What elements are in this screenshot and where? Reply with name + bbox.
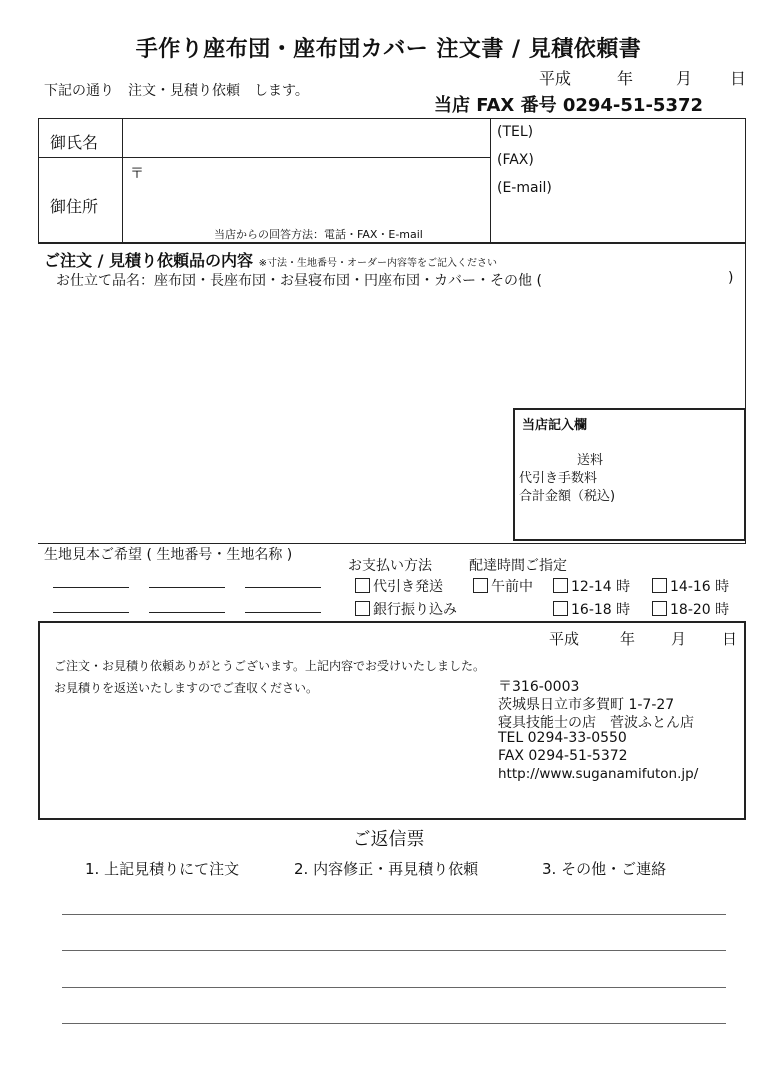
reply-option-order[interactable]: 1. 上記見積りにて注文 xyxy=(85,860,240,878)
date-year: 年 xyxy=(617,69,634,88)
email-field[interactable]: (E-mail) xyxy=(497,180,552,196)
shipping-label: 送料 xyxy=(577,453,604,468)
reply-slip-title: ご返信票 xyxy=(352,829,425,850)
payment-bank-option[interactable]: 銀行振り込み xyxy=(355,599,457,619)
divider xyxy=(38,243,746,244)
shop-url[interactable]: http://www.suganamifuton.jp/ xyxy=(498,766,699,782)
cod-fee-label: 代引き手数料 xyxy=(519,471,598,486)
checkbox-icon[interactable] xyxy=(355,578,370,593)
delivery-14-16-option[interactable]: 14-16 時 xyxy=(652,576,729,596)
customer-info-box xyxy=(38,118,746,243)
date-day: 日 xyxy=(730,69,747,88)
fabric-blank[interactable] xyxy=(53,587,129,588)
payment-cod-option[interactable]: 代引き発送 xyxy=(355,576,443,596)
page-title: 手作り座布団・座布団カバー 注文書 / 見積依頼書 xyxy=(135,37,642,62)
shop-postal: 〒316-0003 xyxy=(498,679,580,695)
reply-message-2: お見積りを返送いたしますのでご査収ください。 xyxy=(54,681,319,695)
shop-tel: TEL 0294-33-0550 xyxy=(498,730,627,746)
fabric-blank[interactable] xyxy=(149,587,225,588)
reply-write-line[interactable] xyxy=(62,1023,726,1024)
total-label: 合計金額（税込) xyxy=(519,489,616,504)
name-label: 御氏名 xyxy=(50,133,99,152)
reply-date-era: 平成 xyxy=(549,630,580,648)
items-close: ) xyxy=(728,270,734,286)
order-title-text: ご注文 / 見積り依頼品の内容 xyxy=(44,251,253,270)
checkbox-icon[interactable] xyxy=(652,578,667,593)
date-month: 月 xyxy=(676,69,693,88)
intro-text: 下記の通り 注文・見積り依頼 します。 xyxy=(44,83,309,99)
fax-number: 当店 FAX 番号 0294-51-5372 xyxy=(434,95,704,116)
shop-name: 寝具技能士の店 菅波ふとん店 xyxy=(498,715,694,731)
reply-date-day: 日 xyxy=(722,630,738,648)
reply-message-1: ご注文・お見積り依頼ありがとうございます。上記内容でお受けいたしました。 xyxy=(54,659,486,673)
reply-date-month: 月 xyxy=(671,630,687,648)
reply-option-other[interactable]: 3. その他・ご連絡 xyxy=(542,860,667,878)
delivery-16-18-option[interactable]: 16-18 時 xyxy=(553,599,630,619)
order-note: ※寸法・生地番号・オーダー内容等をご記入ください xyxy=(258,258,497,269)
delivery-label: 配達時間ご指定 xyxy=(469,558,567,574)
order-section-title xyxy=(44,248,497,271)
divider xyxy=(122,118,123,243)
payment-label: お支払い方法 xyxy=(348,558,432,574)
date-era: 平成 xyxy=(539,69,572,88)
fabric-blank[interactable] xyxy=(245,612,321,613)
delivery-18-20-option[interactable]: 18-20 時 xyxy=(652,599,729,619)
checkbox-icon[interactable] xyxy=(553,578,568,593)
divider xyxy=(490,118,491,243)
address-label: 御住所 xyxy=(50,197,99,216)
checkbox-icon[interactable] xyxy=(473,578,488,593)
tel-field[interactable]: (TEL) xyxy=(497,124,534,140)
fabric-blank[interactable] xyxy=(53,612,129,613)
checkbox-icon[interactable] xyxy=(355,601,370,616)
reply-write-line[interactable] xyxy=(62,950,726,951)
reply-write-line[interactable] xyxy=(62,914,726,915)
checkbox-icon[interactable] xyxy=(652,601,667,616)
reply-method: 当店からの回答方法：電話・FAX・E-mail xyxy=(214,228,423,241)
store-box-title: 当店記入欄 xyxy=(522,418,588,433)
items-line: お仕立て品名：座布団・長座布団・お昼寝布団・円座布団・カバー・その他 ( xyxy=(56,273,542,289)
divider xyxy=(38,157,490,158)
reply-option-revise[interactable]: 2. 内容修正・再見積り依頼 xyxy=(294,860,479,878)
shop-address: 茨城県日立市多賀町 1-7-27 xyxy=(498,697,675,713)
delivery-morning-option[interactable]: 午前中 xyxy=(473,576,533,596)
fax-field[interactable]: (FAX) xyxy=(497,152,534,168)
fabric-blank[interactable] xyxy=(245,587,321,588)
reply-write-line[interactable] xyxy=(62,987,726,988)
delivery-12-14-option[interactable]: 12-14 時 xyxy=(553,576,630,596)
checkbox-icon[interactable] xyxy=(553,601,568,616)
postal-mark: 〒 xyxy=(130,166,144,182)
shop-fax: FAX 0294-51-5372 xyxy=(498,748,628,764)
fabric-label: 生地見本ご希望 ( 生地番号・生地名称 ) xyxy=(44,547,293,563)
reply-date-year: 年 xyxy=(620,630,636,648)
fabric-blank[interactable] xyxy=(149,612,225,613)
